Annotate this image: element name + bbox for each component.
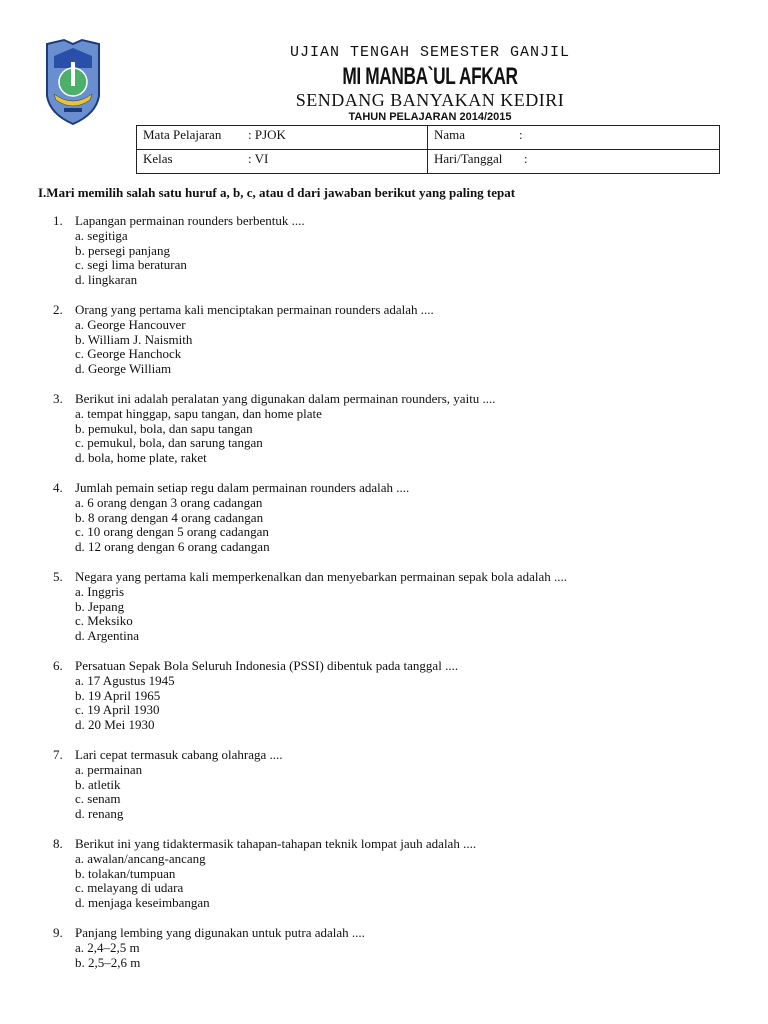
answer-option[interactable]: a. Inggris — [75, 583, 125, 599]
date-label: Hari/Tanggal — [434, 151, 503, 166]
answer-option[interactable]: d. Argentina — [75, 628, 140, 644]
answer-option[interactable]: d. menjaga keseimbangan — [75, 895, 210, 911]
student-info-table — [136, 125, 720, 174]
answer-option[interactable]: b. 8 orang dengan 4 orang cadangan — [75, 509, 264, 525]
class-label: Kelas — [143, 151, 173, 166]
answer-option[interactable]: c. pemukul, bola, dan sarung tangan — [75, 435, 263, 451]
question-text: Lapangan permainan rounders berbentuk .... — [75, 213, 305, 228]
answer-option[interactable]: d. bola, home plate, raket — [75, 450, 207, 466]
answer-option[interactable]: c. 19 April 1930 — [75, 702, 160, 718]
answer-option[interactable]: a. 17 Agustus 1945 — [75, 672, 175, 688]
question-text: Negara yang pertama kali memperkenalkan dan menyebarkan permainan sepak bola adalah .... — [75, 569, 567, 584]
answer-option[interactable]: a. awalan/ancang-ancang — [75, 850, 206, 866]
question-number: 4. — [53, 480, 63, 495]
exam-title: UJIAN TENGAH SEMESTER GANJIL — [289, 44, 571, 61]
answer-option[interactable]: a. George Hancouver — [75, 316, 186, 332]
date-field[interactable]: : — [524, 151, 528, 166]
subject-value: : PJOK — [248, 127, 286, 142]
name-field[interactable]: : — [519, 127, 523, 142]
school-name: MI MANBA`UL AFKAR — [342, 63, 518, 90]
answer-option[interactable]: b. atletik — [75, 776, 121, 792]
answer-option[interactable]: c. segi lima beraturan — [75, 257, 187, 273]
answer-option[interactable]: b. 19 April 1965 — [75, 687, 161, 703]
class-value: : VI — [248, 151, 269, 166]
answer-option[interactable]: a. 2,4–2,5 m — [75, 939, 140, 955]
question-number: 8. — [53, 836, 63, 851]
school-location: SENDANG BANYAKAN KEDIRI — [295, 90, 565, 110]
question-number: 2. — [53, 302, 63, 317]
question-number: 1. — [53, 213, 63, 228]
question-number: 6. — [53, 658, 63, 673]
question-text: Berikut ini adalah peralatan yang digunakan dalam permainan rounders, yaitu .... — [75, 391, 496, 406]
answer-option[interactable]: c. George Hanchock — [75, 346, 182, 362]
answer-option[interactable]: b. persegi panjang — [75, 242, 170, 258]
answer-option[interactable]: a. 6 orang dengan 3 orang cadangan — [75, 494, 263, 510]
answer-option[interactable]: c. Meksiko — [75, 613, 133, 629]
question-text: Panjang lembing yang digunakan untuk putra adalah .... — [75, 925, 365, 940]
answer-option[interactable]: d. renang — [75, 806, 124, 822]
question-number: 9. — [53, 925, 63, 940]
question-text: Jumlah pemain setiap regu dalam permainan rounders adalah .... — [75, 480, 410, 495]
question-number: 3. — [53, 391, 63, 406]
answer-option[interactable]: c. 10 orang dengan 5 orang cadangan — [75, 524, 269, 540]
answer-option[interactable]: a. tempat hinggap, sapu tangan, dan home plate — [75, 405, 322, 421]
subject-label: Mata Pelajaran — [143, 127, 222, 142]
question-text: Persatuan Sepak Bola Seluruh Indonesia (PSSI) dibentuk pada tanggal .... — [75, 658, 459, 673]
answer-option[interactable]: d. 12 orang dengan 6 orang cadangan — [75, 539, 270, 555]
academic-year: TAHUN PELAJARAN 2014/2015 — [348, 111, 512, 123]
answer-option[interactable]: d. George William — [75, 361, 172, 377]
answer-option[interactable]: b. Jepang — [75, 598, 125, 614]
answer-option[interactable]: b. William J. Naismith — [75, 331, 193, 347]
question-number: 7. — [53, 747, 63, 762]
answer-option[interactable]: b. 2,5–2,6 m — [75, 954, 141, 970]
answer-option[interactable]: c. melayang di udara — [75, 880, 184, 896]
question-text: Orang yang pertama kali menciptakan permainan rounders adalah .... — [75, 302, 434, 317]
answer-option[interactable]: d. 20 Mei 1930 — [75, 717, 155, 733]
answer-option[interactable]: a. permainan — [75, 761, 143, 777]
question-text: Berikut ini yang tidaktermasik tahapan-tahapan teknik lompat jauh adalah .... — [75, 836, 477, 851]
name-label: Nama — [434, 127, 466, 142]
answer-option[interactable]: b. tolakan/tumpuan — [75, 865, 176, 881]
question-text: Lari cepat termasuk cabang olahraga .... — [75, 747, 283, 762]
answer-option[interactable]: a. segitiga — [75, 227, 128, 243]
answer-option[interactable]: d. lingkaran — [75, 272, 138, 288]
question-number: 5. — [53, 569, 63, 584]
answer-option[interactable]: c. senam — [75, 791, 121, 807]
instruction: I.Mari memilih salah satu huruf a, b, c, atau d dari jawaban berikut yang paling tepat — [38, 185, 516, 200]
answer-option[interactable]: b. pemukul, bola, dan sapu tangan — [75, 420, 253, 436]
